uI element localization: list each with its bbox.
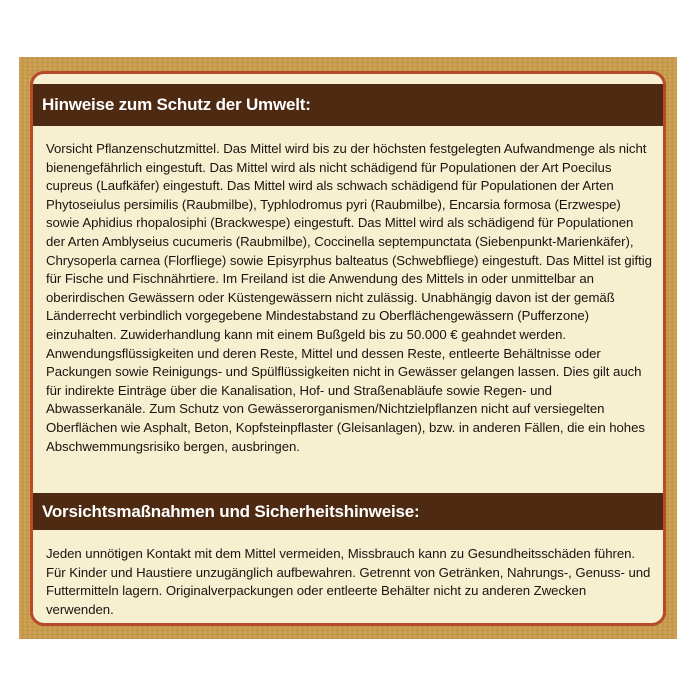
- safety-heading: Vorsichtsmaßnahmen und Sicherheitshinweise:: [33, 493, 663, 530]
- label-frame: [19, 57, 677, 639]
- environment-text: Vorsicht Pflanzenschutzmittel. Das Mittel wird bis zu der höchsten festgelegten Aufwandmenge als nicht bienengefährlich eingestuft. Das Mittel wird als nicht schädigend für Populationen der Art Poecilus cupreus (Laufkäfer) eingestuft. Das Mittel wird als schwach schädigend für Populationen der Arten Phytoseiulus persimilis (Raubmilbe), Typhlodromus pyri (Raubmilbe), Encarsia formosa (Erzwespe) sowie Aphidius rhopalosiphi (Brackwespe) eingestuft. Das Mittel wird als schädigend für Populationen der Arten Amblyseius cucumeris (Raubmilbe), Coccinella septempunctata (Siebenpunkt-Marienkäfer), Chrysoperla carnea (Florfliege) sowie Episyrphus balteatus (Schwebfliege) eingestuft. Das Mittel ist giftig für Fische und Fischnährtiere. Im Freiland ist die Anwendung des Mittels in oder unmittelbar an oberirdischen Gewässern oder Küstengewässern nicht zulässig. Unabhängig davon ist der gemäß Länderrecht verbindlich vorgegebene Mindestabstand zu Oberflächengewässern (Pufferzone) einzuhalten. Zuwiderhandlung kann mit einem Bußgeld bis zu 50.000 € geahndet werden. Anwendungsflüssigkeiten und deren Reste, Mittel und dessen Reste, entleerte Behältnisse oder Packungen sowie Reinigungs- und Spülflüssigkeiten nicht in Gewässer gelangen lassen. Dies gilt auch für indirekte Einträge über die Kanalisation, Hof- und Straßenabläufe sowie Regen- und Abwasserkanäle. Zum Schutz von Gewässerorganismen/Nichtzielpflanzen nicht auf versiegelten Oberflächen wie Asphalt, Beton, Kopfsteinpflaster (Gleisanlagen), bzw. in anderen Fällen, die ein hohes Abschwemmungsrisiko bergen, ausbringen.: [46, 141, 652, 454]
- safety-text: Jeden unnötigen Kontakt mit dem Mittel vermeiden, Missbrauch kann zu Gesundheitsschäden führen. Für Kinder und Haustiere unzugänglich aufbewahren. Getrennt von Getränken, Nahrungs-, Genuss- und Futtermitteln lagern. Originalverpackungen oder entleerte Behälter nicht zu anderen Zwecken verwenden.: [46, 546, 651, 617]
- label-panel: [30, 71, 666, 626]
- environment-heading: Hinweise zum Schutz der Umwelt:: [33, 84, 663, 126]
